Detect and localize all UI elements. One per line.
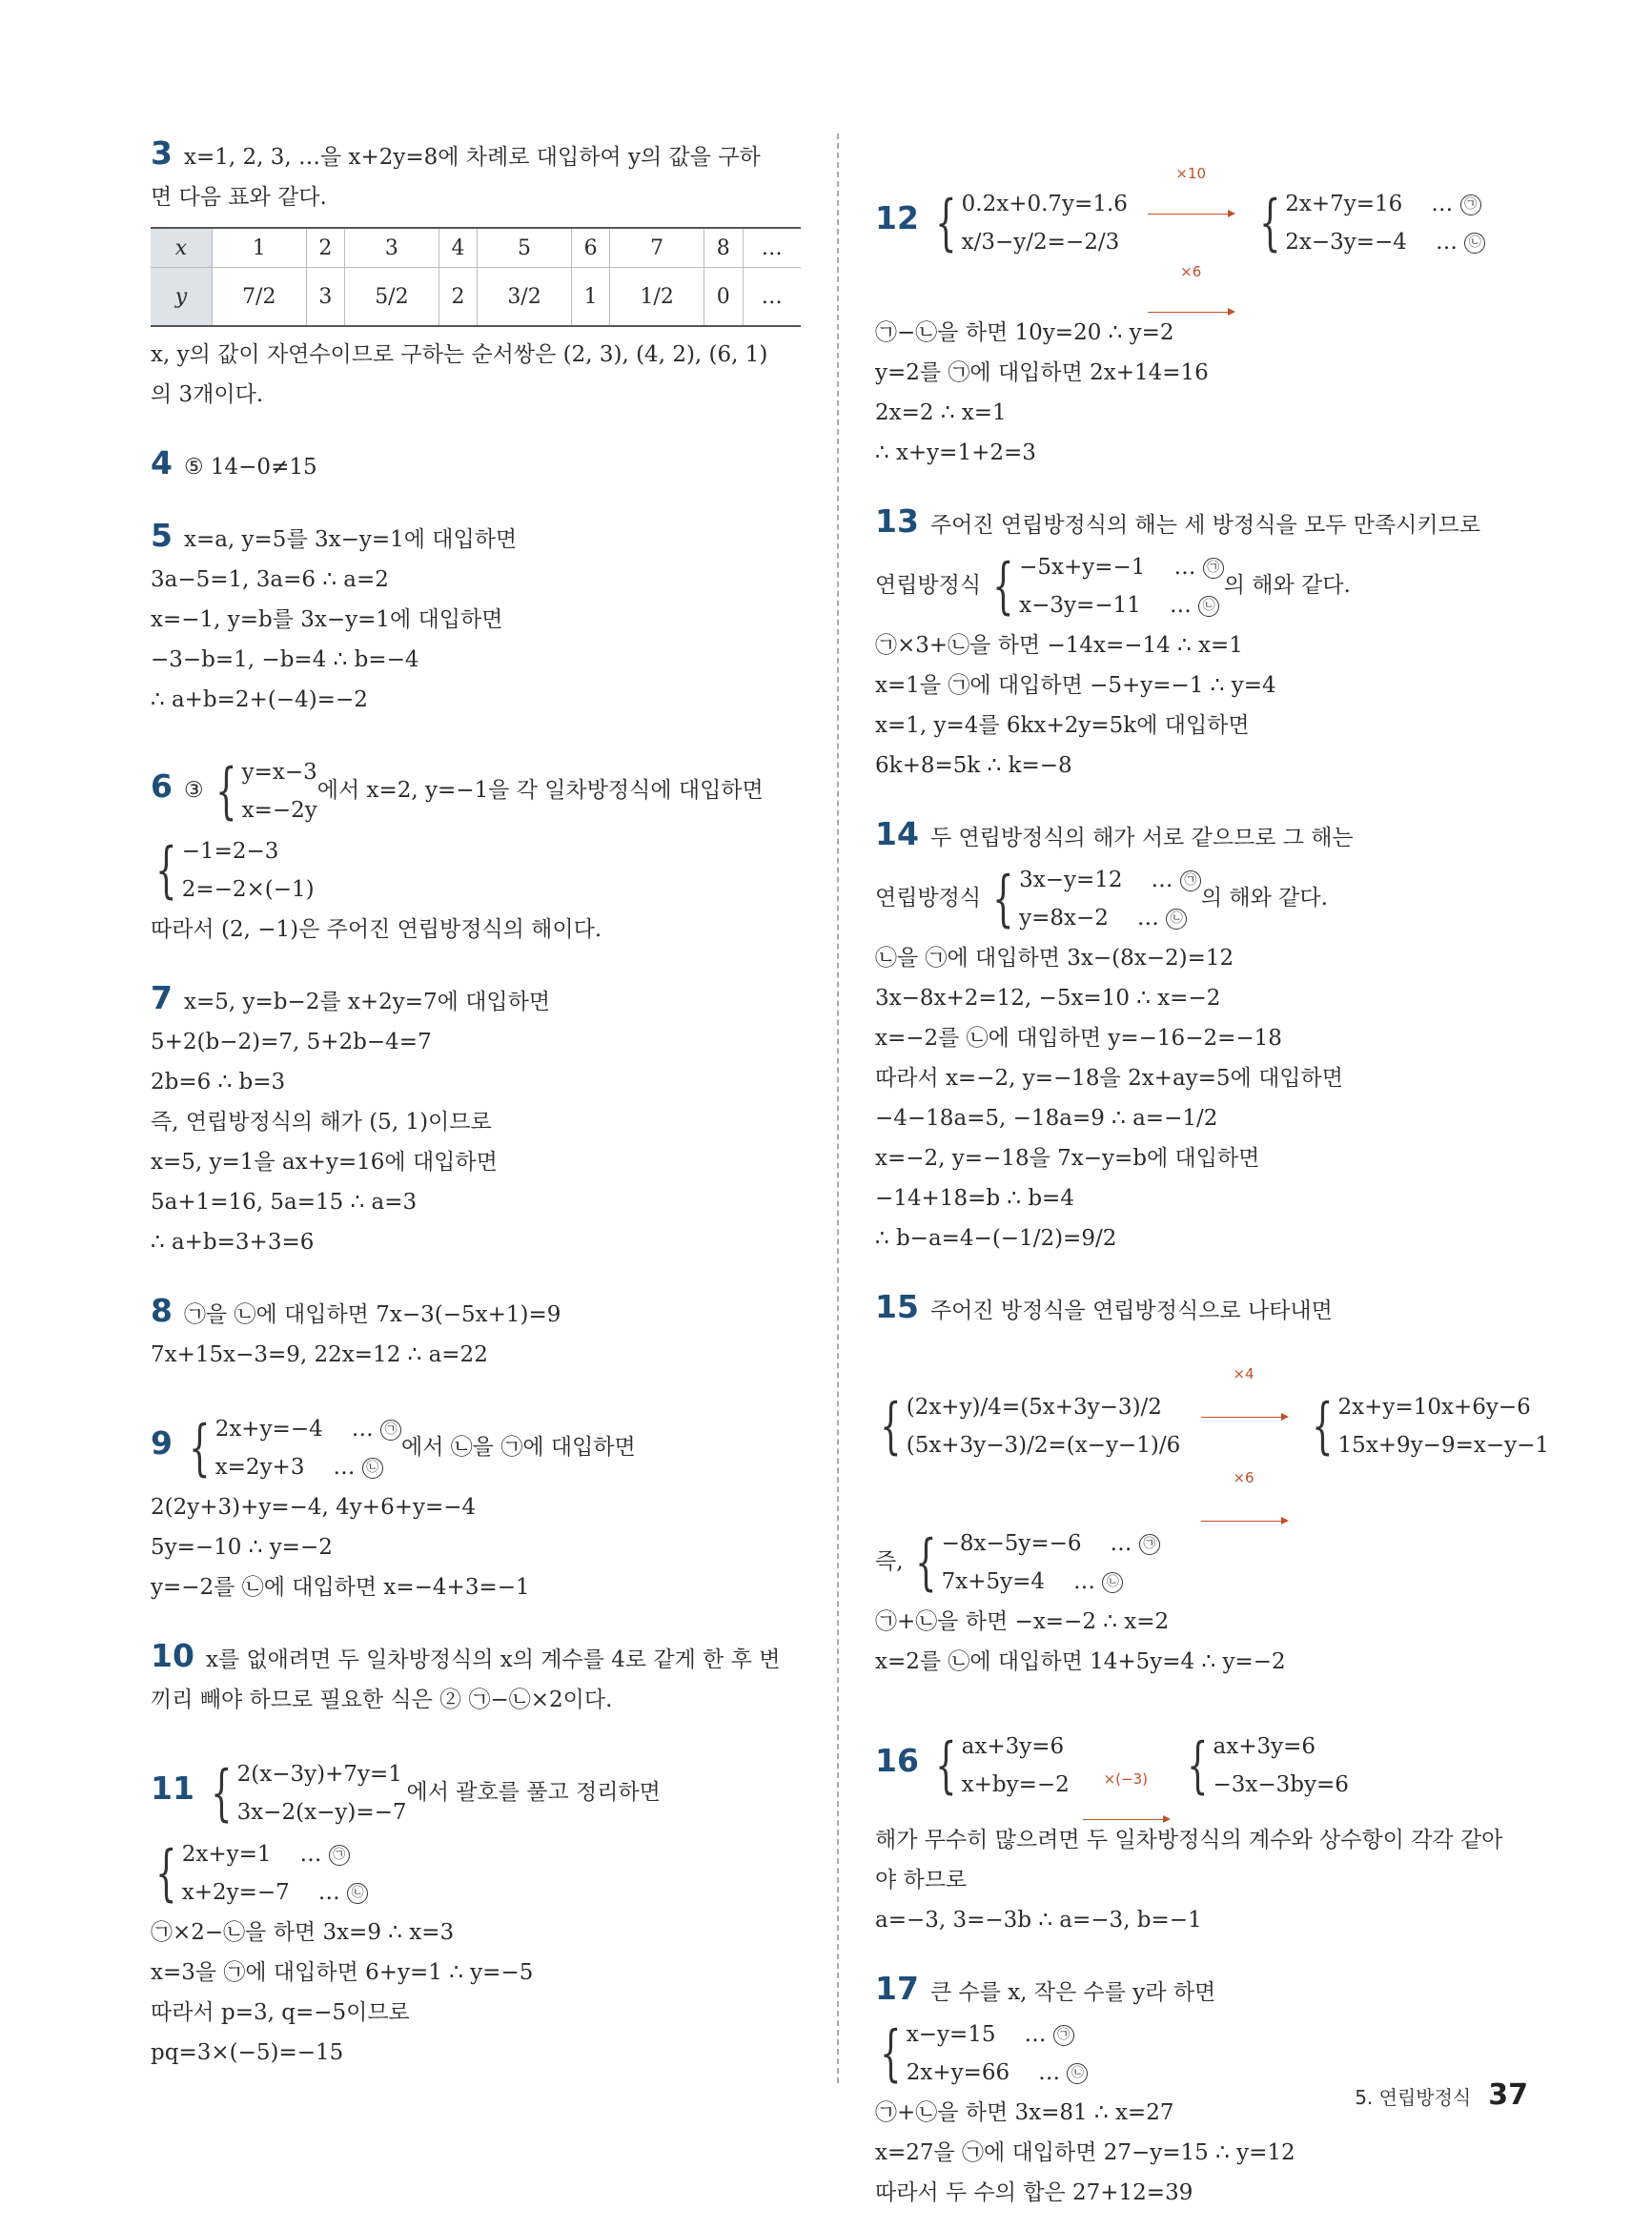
- problem-text: 두 연립방정식의 해가 서로 같으므로 그 해는: [929, 826, 1354, 850]
- equation-system: { ax+3y=6 x+by=−2: [930, 1728, 1070, 1804]
- solution-line: x=−2, y=−18을 7x−y=b에 대입하면: [875, 1146, 1260, 1171]
- equation-system: { −5x+y=−1 … ㉠ x−3y=−11 … ㉡: [988, 548, 1223, 624]
- problem-text: x=1, 2, 3, …을 x+2y=8에 차례로 대입하여 y의 값을 구하: [183, 145, 761, 170]
- problem-12: [875, 133, 1533, 473]
- table-cell: …: [743, 228, 801, 268]
- solution-line: 따라서 x=−2, y=−18을 2x+ay=5에 대입하면: [875, 1066, 1343, 1091]
- problem-7: [151, 978, 801, 1262]
- table-cell: …: [743, 268, 801, 327]
- label-giyeok: ㉠: [1053, 2025, 1074, 2046]
- table-cell: 3/2: [478, 268, 572, 327]
- table-row-x: [151, 228, 801, 268]
- table-row-y: [151, 268, 801, 327]
- transform-arrow: [1201, 1435, 1287, 1522]
- problem-text: 에서 괄호를 풀고 정리하면: [406, 1780, 661, 1805]
- label-nieun: ㉡: [1067, 2063, 1088, 2084]
- equation-system: { 2x+y=10x+6y−6 15x+9y−9=x−y−1: [1307, 1388, 1549, 1464]
- table-cell: 3: [345, 228, 439, 268]
- solution-line: ㉠−㉡을 하면 10y=20 ∴ y=2: [875, 320, 1174, 345]
- table-cell: 1: [571, 268, 610, 327]
- problem-9: [151, 1403, 801, 1607]
- solution-line: x=−2를 ㉡에 대입하면 y=−16−2=−18: [875, 1026, 1282, 1051]
- equation: 3x−y=12: [1019, 868, 1123, 892]
- equation-system: { 0.2x+0.7y=1.6 x/3−y/2=−2/3: [930, 185, 1128, 261]
- solution-line: pq=3×(−5)=−15: [151, 2040, 344, 2065]
- label-nieun: ㉡: [1102, 1572, 1123, 1593]
- solution-line: a=−3, 3=−3b ∴ a=−3, b=−1: [875, 1908, 1202, 1933]
- solution-line: x=3을 ㉠에 대입하면 6+y=1 ∴ y=−5: [151, 1960, 534, 1985]
- solution-line: x=2를 ㉡에 대입하면 14+5y=4 ∴ y=−2: [875, 1649, 1286, 1674]
- equation: 2x−3y=−4: [1285, 230, 1407, 255]
- solution-line: 해가 무수히 많으려면 두 일차방정식의 계수와 상수항이 각각 같아: [875, 1828, 1503, 1852]
- equation: −8x−5y=−6: [941, 1531, 1082, 1556]
- problem-text: 에서 x=2, y=−1을 각 일차방정식에 대입하면: [316, 778, 764, 803]
- solution-line: 2x=2 ∴ x=1: [875, 400, 1007, 425]
- table-cell: 1: [213, 228, 307, 268]
- solution-line: −4−18a=5, −18a=9 ∴ a=−1/2: [875, 1106, 1218, 1131]
- equation: 2=−2×(−1): [181, 877, 315, 902]
- equation: 2x+7y=16: [1285, 192, 1403, 216]
- page-number: 37: [1488, 2078, 1528, 2112]
- label-giyeok: ㉠: [329, 1845, 350, 1866]
- equation-system: { −8x−5y=−6 … ㉠ 7x+5y=4 … ㉡: [910, 1524, 1160, 1601]
- table-cell: 1/2: [610, 268, 704, 327]
- solution-line: y=−2를 ㉡에 대입하면 x=−4+3=−1: [151, 1575, 530, 1600]
- value-table: [151, 227, 801, 327]
- solution-line: 즉, 연립방정식의 해가 (5, 1)이므로: [151, 1110, 492, 1135]
- equation: 0.2x+0.7y=1.6: [961, 192, 1128, 216]
- solution-line: 3x−8x+2=12, −5x=10 ∴ x=−2: [875, 986, 1221, 1011]
- table-cell: 2: [306, 228, 345, 268]
- equation: 15x+9y−9=x−y−1: [1337, 1433, 1550, 1458]
- problem-number: 10: [151, 1637, 194, 1674]
- table-cell: 0: [704, 268, 743, 327]
- problem-15: [875, 1287, 1550, 1682]
- arrow-label: ×(−3): [1103, 1770, 1148, 1788]
- label-giyeok: ㉠: [380, 1420, 401, 1441]
- solution-line: 2(2y+3)+y=−4, 4y+6+y=−4: [151, 1495, 477, 1520]
- equation: 2x+y=66: [906, 2060, 1010, 2085]
- solution-line: ∴ x+y=1+2=3: [875, 440, 1036, 465]
- solution-line: x=1을 ㉠에 대입하면 −5+y=−1 ∴ y=4: [875, 673, 1276, 698]
- table-header-x: x: [151, 228, 213, 268]
- transform-arrow: [1083, 1739, 1169, 1820]
- solution-line: ∴ a+b=2+(−4)=−2: [151, 687, 368, 712]
- problem-number: 17: [875, 1970, 919, 2007]
- equation-system: { 2x+y=1 … ㉠ x+2y=−7 … ㉡: [151, 1835, 368, 1912]
- arrow-label: ×4: [1233, 1365, 1254, 1382]
- equation: (5x+3y−3)/2=(x−y−1)/6: [906, 1433, 1181, 1458]
- equation: −5x+y=−1: [1019, 555, 1146, 580]
- problem-11: [151, 1749, 801, 2073]
- arrow-label: ×6: [1233, 1469, 1254, 1486]
- transform-arrow: [1201, 1331, 1287, 1418]
- equation: x=−2y: [241, 798, 317, 823]
- equation: x+2y=−7: [181, 1880, 290, 1905]
- equation-system: { y=x−3 x=−2y: [211, 753, 317, 829]
- problem-3: [151, 133, 801, 415]
- solution-line: 2b=6 ∴ b=3: [151, 1070, 286, 1095]
- equation: 2(x−3y)+7y=1: [236, 1762, 402, 1787]
- problem-number: 14: [875, 815, 919, 852]
- problem-number: 8: [151, 1292, 173, 1329]
- table-cell: 7: [610, 228, 704, 268]
- solution-line: x=5, y=1을 ax+y=16에 대입하면: [151, 1150, 498, 1175]
- problem-text: ⑤ 14−0≠15: [183, 455, 317, 480]
- equation: 3x−2(x−y)=−7: [236, 1800, 407, 1825]
- table-cell: 4: [438, 228, 478, 268]
- problem-text: 에서 ㉡을 ㉠에 대입하면: [401, 1435, 636, 1460]
- problem-text: 즉,: [875, 1549, 904, 1574]
- equation: x−3y=−11: [1019, 593, 1141, 618]
- problem-number: 13: [875, 502, 919, 540]
- solution-line: ㉡을 ㉠에 대입하면 3x−(8x−2)=12: [875, 946, 1234, 971]
- solution-line: 5+2(b−2)=7, 5+2b−4=7: [151, 1030, 432, 1054]
- right-column: [875, 133, 1550, 2213]
- label-nieun: ㉡: [1464, 233, 1485, 254]
- solution-line: 끼리 빼야 하므로 필요한 식은 ② ㉠−㉡×2이다.: [151, 1688, 613, 1712]
- problem-text: 면 다음 표와 같다.: [151, 185, 327, 210]
- solution-line: x를 없애려면 두 일차방정식의 x의 계수를 4로 같게 한 후 변: [205, 1647, 781, 1672]
- label-nieun: ㉡: [347, 1883, 368, 1904]
- problem-number: 5: [151, 517, 173, 554]
- problem-number: 15: [875, 1288, 919, 1325]
- solution-line: ∴ b−a=4−(−1/2)=9/2: [875, 1226, 1117, 1251]
- problem-number: 4: [151, 444, 173, 481]
- problem-6: [151, 748, 801, 950]
- solution-line: x=1, y=4를 6kx+2y=5k에 대입하면: [875, 713, 1250, 738]
- equation: x=2y+3: [214, 1455, 305, 1480]
- solution-line: 3a−5=1, 3a=6 ∴ a=2: [151, 567, 389, 592]
- equation-system: { ax+3y=6 −3x−3by=6: [1182, 1728, 1349, 1804]
- problem-text: 의 해와 같다.: [1223, 573, 1351, 598]
- solution-line: −3−b=1, −b=4 ∴ b=−4: [151, 647, 419, 672]
- problem-10: [151, 1636, 801, 1720]
- solution-line: 따라서 (2, −1)은 주어진 연립방정식의 해이다.: [151, 917, 602, 942]
- label-giyeok: ㉠: [1203, 558, 1224, 579]
- arrow-label: ×10: [1175, 165, 1207, 182]
- equation: y=x−3: [241, 760, 317, 785]
- left-column: [151, 133, 801, 2073]
- problem-number: 3: [151, 134, 173, 172]
- solution-line: 6k+8=5k ∴ k=−8: [875, 753, 1072, 778]
- solution-line: 7x+15x−3=9, 22x=12 ∴ a=22: [151, 1342, 488, 1367]
- page-footer: [1355, 2078, 1528, 2112]
- equation: ax+3y=6: [1213, 1733, 1316, 1759]
- problem-16: [875, 1710, 1533, 1940]
- problem-number: 9: [151, 1424, 173, 1462]
- solution-line: 야 하므로: [875, 1868, 968, 1892]
- solution-line: x=a, y=5를 3x−y=1에 대입하면: [183, 527, 518, 552]
- column-divider: [837, 133, 839, 2083]
- solution-line: −14+18=b ∴ b=4: [875, 1186, 1074, 1211]
- label-giyeok: ㉠: [1460, 194, 1481, 215]
- problem-text: 연립방정식: [875, 886, 982, 910]
- problem-4: [151, 443, 801, 487]
- problem-number: 7: [151, 979, 173, 1016]
- equation: x+by=−2: [961, 1771, 1070, 1797]
- transform-arrow: [1148, 232, 1234, 313]
- table-cell: 7/2: [213, 268, 307, 327]
- chapter-title: 5. 연립방정식: [1355, 2086, 1472, 2109]
- equation: 7x+5y=4: [941, 1569, 1045, 1594]
- equation-system: { −1=2−3 2=−2×(−1): [151, 832, 315, 909]
- table-cell: 5: [478, 228, 572, 268]
- problem-number: 6: [151, 767, 173, 805]
- problem-8: [151, 1291, 801, 1375]
- problem-text: 주어진 연립방정식의 해는 세 방정식을 모두 만족시키므로: [929, 513, 1481, 538]
- solution-line: 5y=−10 ∴ y=−2: [151, 1535, 333, 1560]
- equation: ax+3y=6: [961, 1733, 1065, 1759]
- solution-line: x=27을 ㉠에 대입하면 27−y=15 ∴ y=12: [875, 2140, 1295, 2165]
- label-nieun: ㉡: [362, 1458, 383, 1479]
- equation-system: { 2(x−3y)+7y=1 3x−2(x−y)=−7: [206, 1755, 407, 1831]
- equation: x/3−y/2=−2/3: [961, 230, 1120, 255]
- equation: y=8x−2: [1019, 906, 1109, 931]
- solution-line: ㉠×2−㉡을 하면 3x=9 ∴ x=3: [151, 1920, 455, 1945]
- equation-system: { 2x+y=−4 … ㉠ x=2y+3 … ㉡: [184, 1410, 401, 1486]
- problem-14: [875, 814, 1533, 1258]
- label-giyeok: ㉠: [1180, 870, 1201, 891]
- problem-text: x, y의 값이 자연수이므로 구하는 순서쌍은 (2, 3), (4, 2), (6, 1): [151, 342, 768, 367]
- problem-5: [151, 516, 801, 720]
- problem-number: 11: [151, 1770, 194, 1807]
- label-nieun: ㉡: [1166, 909, 1187, 930]
- solution-line: 5a+1=16, 5a=15 ∴ a=3: [151, 1190, 418, 1215]
- solution-line: ㉠+㉡을 하면 −x=−2 ∴ x=2: [875, 1609, 1170, 1634]
- table-cell: 8: [704, 228, 743, 268]
- problem-text: 주어진 방정식을 연립방정식으로 나타내면: [929, 1299, 1333, 1323]
- solution-line: 따라서 p=3, q=−5이므로: [151, 2000, 410, 2025]
- equation-system: { x−y=15 … ㉠ 2x+y=66 … ㉡: [875, 2015, 1088, 2092]
- solution-line: ∴ a+b=3+3=6: [151, 1230, 315, 1255]
- arrow-label: ×6: [1180, 263, 1202, 280]
- solution-line: ㉠+㉡을 하면 3x=81 ∴ x=27: [875, 2100, 1174, 2125]
- equation: 2x+y=1: [181, 1842, 272, 1867]
- equation-system: { 3x−y=12 … ㉠ y=8x−2 … ㉡: [988, 861, 1200, 937]
- table-cell: 2: [438, 268, 478, 327]
- solution-line: y=2를 ㉠에 대입하면 2x+14=16: [875, 360, 1209, 385]
- problem-text: 연립방정식: [875, 573, 982, 598]
- equation-system: { (2x+y)/4=(5x+3y−3)/2 (5x+3y−3)/2=(x−y−1)/6: [875, 1388, 1180, 1464]
- table-header-y: y: [151, 268, 213, 327]
- table-cell: 3: [306, 268, 345, 327]
- problem-text: 큰 수를 x, 작은 수를 y라 하면: [929, 1980, 1216, 2005]
- equation: (2x+y)/4=(5x+3y−3)/2: [906, 1395, 1162, 1420]
- solution-line: x=−1, y=b를 3x−y=1에 대입하면: [151, 607, 503, 632]
- label-giyeok: ㉠: [1139, 1534, 1160, 1555]
- equation: 2x+y=10x+6y−6: [1337, 1395, 1531, 1420]
- equation: x−y=15: [906, 2022, 996, 2047]
- problem-number: 16: [875, 1741, 919, 1779]
- problem-text: 의 해와 같다.: [1200, 886, 1328, 910]
- label-nieun: ㉡: [1198, 596, 1219, 617]
- table-cell: 6: [571, 228, 610, 268]
- solution-line: x=5, y=b−2를 x+2y=7에 대입하면: [183, 990, 551, 1014]
- problem-text: 의 3개이다.: [151, 382, 264, 407]
- solution-line: ㉠을 ㉡에 대입하면 7x−3(−5x+1)=9: [183, 1302, 561, 1327]
- equation: −1=2−3: [181, 839, 279, 864]
- table-cell: 5/2: [345, 268, 439, 327]
- solution-line: 따라서 두 수의 합은 27+12=39: [875, 2180, 1193, 2205]
- equation: −3x−3by=6: [1213, 1771, 1349, 1797]
- answer-choice: ③: [183, 778, 204, 803]
- solution-line: ㉠×3+㉡을 하면 −14x=−14 ∴ x=1: [875, 633, 1243, 658]
- equation: 2x+y=−4: [214, 1417, 323, 1442]
- equation-system: { 2x+7y=16 … ㉠ 2x−3y=−4 … ㉡: [1254, 185, 1486, 261]
- problem-number: 12: [875, 199, 919, 236]
- transform-arrow: [1148, 133, 1234, 215]
- problem-13: [875, 501, 1533, 786]
